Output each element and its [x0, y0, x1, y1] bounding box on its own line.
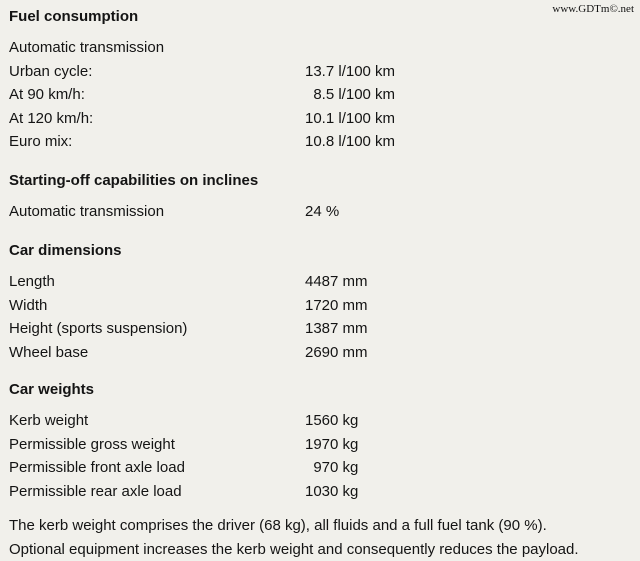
spec-row [9, 341, 629, 365]
spec-label: Euro mix: [9, 133, 73, 150]
spec-value: 13.7 l/100 km [305, 62, 396, 80]
spec-row [9, 36, 629, 60]
note-line: The kerb weight comprises the driver (68 kg), all fluids and a full fuel tank (90 %). [9, 517, 547, 534]
spec-row [9, 200, 629, 224]
spec-label: Automatic transmission [9, 203, 165, 220]
section-heading: Car dimensions [9, 242, 122, 259]
spec-value: 2690 mm [305, 343, 368, 361]
fuel-consumption-section [9, 6, 629, 154]
spec-label: Urban cycle: [9, 62, 93, 80]
spec-label: Permissible gross weight [9, 435, 175, 453]
spec-value: 1387 mm [305, 320, 368, 337]
car-weights-section [9, 379, 629, 503]
spec-row [9, 409, 629, 433]
watermark-text: www.GDTm©.net [552, 3, 634, 15]
spec-label: Width [9, 296, 48, 314]
spec-label: At 120 km/h: [9, 109, 94, 127]
spec-label: Automatic transmission [9, 39, 165, 56]
spec-label: Permissible front axle load [9, 459, 185, 476]
spec-row [9, 270, 629, 294]
spec-label: Length [9, 273, 55, 290]
section-heading: Car weights [9, 381, 95, 398]
spec-value: 1720 mm [305, 296, 368, 314]
spec-value: 8.5 l/100 km [305, 86, 396, 103]
spec-row [9, 130, 629, 154]
spec-label: Height (sports suspension) [9, 320, 188, 337]
inclines-section [9, 170, 629, 224]
notes-block [9, 514, 634, 561]
spec-value: 970 kg [305, 459, 359, 476]
spec-row [9, 83, 629, 107]
spec-label: Kerb weight [9, 412, 89, 429]
spec-row [9, 317, 629, 341]
note-line: Optional equipment increases the kerb weight and consequently reduces the payload. [9, 540, 579, 558]
section-heading: Fuel consumption [9, 8, 139, 25]
spec-row [9, 433, 629, 457]
spec-row [9, 480, 629, 504]
spec-row [9, 107, 629, 131]
spec-label: At 90 km/h: [9, 86, 85, 103]
spec-label: Wheel base [9, 343, 89, 361]
car-dimensions-section [9, 240, 629, 364]
spec-row [9, 456, 629, 480]
spec-value: 10.1 l/100 km [305, 109, 396, 127]
spec-label: Permissible rear axle load [9, 482, 182, 500]
spec-value: 1970 kg [305, 435, 359, 453]
spec-value: 1560 kg [305, 412, 359, 429]
spec-row [9, 60, 629, 84]
spec-row [9, 294, 629, 318]
spec-value: 10.8 l/100 km [305, 133, 396, 150]
spec-value: 24 % [305, 203, 340, 220]
spec-value: 4487 mm [305, 273, 368, 290]
spec-value: 1030 kg [305, 482, 359, 500]
section-heading: Starting-off capabilities on inclines [9, 172, 259, 189]
